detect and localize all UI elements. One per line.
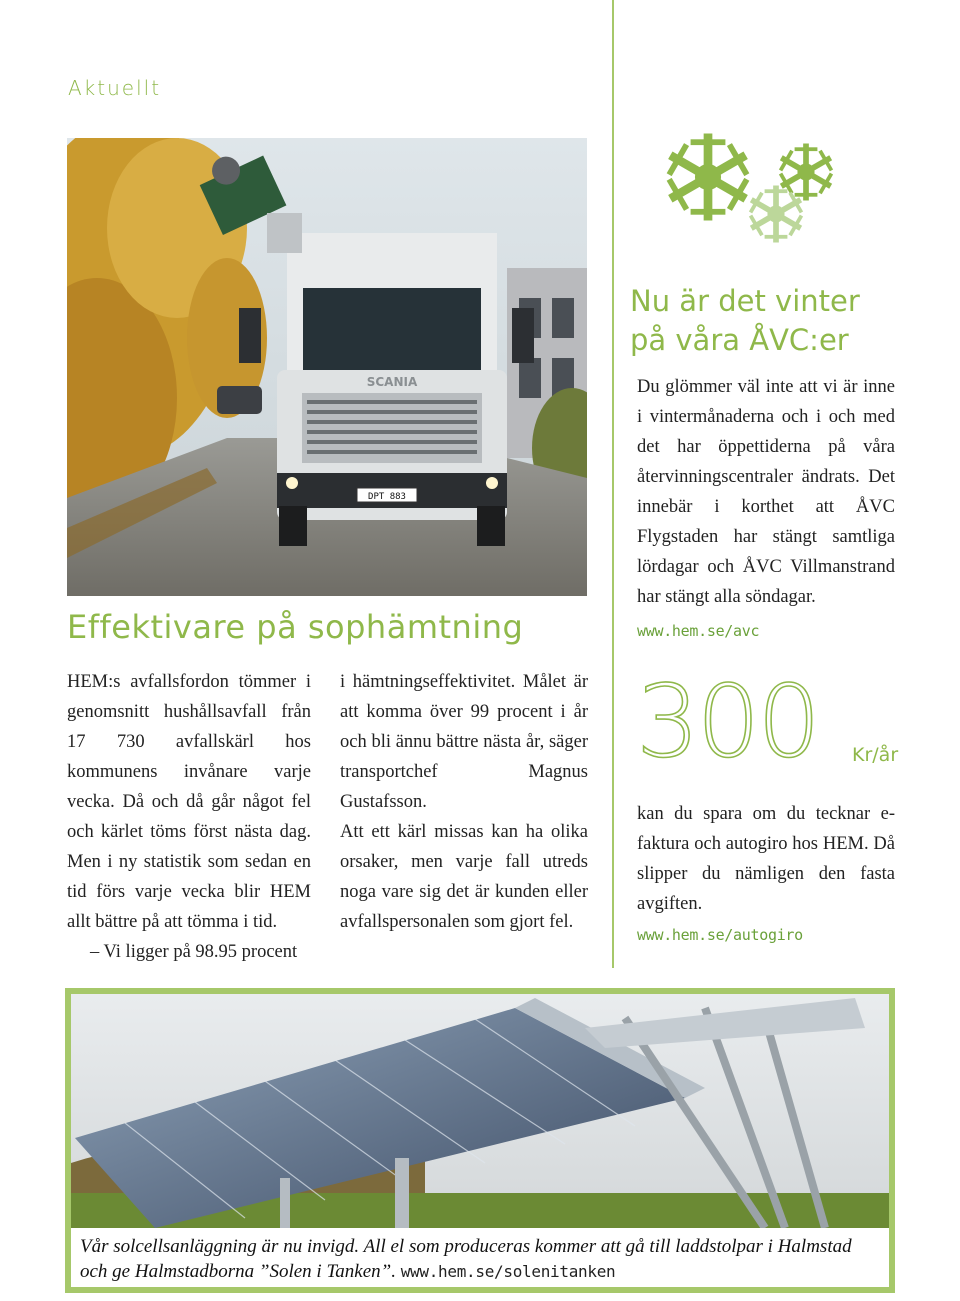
truck-brand: SCANIA bbox=[366, 375, 418, 389]
article-headline: Effektivare på sophämtning bbox=[67, 608, 524, 646]
snowflake-icon bbox=[648, 122, 848, 252]
avc-link[interactable]: www.hem.se/avc bbox=[637, 622, 760, 640]
article-paragraph: i hämtningseffektivitet. Målet är att komma över 99 procent i år och bli ännu bättre nästa år, säger transportchef Magnus Gustafsson. bbox=[340, 672, 588, 812]
article-paragraph: Att ett kärl missas kan ha olika orsaker, men varje fall utreds noga vare sig det är kunden eller avfallspersonalen som gjort fel. bbox=[340, 822, 588, 932]
section-label: Aktuellt bbox=[68, 76, 162, 100]
efaktura-body: kan du spara om du tecknar e-faktura och autogiro hos HEM. Då slipper du nämligen den fasta avgiften. bbox=[637, 804, 895, 914]
article-quote-start: – Vi ligger på 98.95 procent bbox=[90, 942, 298, 962]
savings-unit: Kr/år bbox=[852, 744, 899, 766]
solar-caption-text: Vår solcellsanläggning är nu invigd. All el som produceras kommer att gå till laddstolpar i Halmstad och ge Halmstadborna ”Solen i Tanken”. bbox=[80, 1236, 852, 1282]
solar-panels-photo bbox=[65, 988, 895, 1293]
truck-plate: DPT 883 bbox=[368, 492, 406, 502]
solar-caption bbox=[80, 1234, 880, 1284]
article-paragraph: HEM:s avfallsfordon tömmer i genomsnitt hushållsavfall från 17 730 avfallskärl hos kommunens invånare varje vecka. Då och då går något fel och kärlet töms först nästa dag. Men i ny statistik som sedan en tid förs varje vecka blir HEM allt bättre på att tömma i tid. bbox=[67, 672, 311, 932]
garbage-truck-photo bbox=[67, 138, 587, 596]
winter-headline bbox=[630, 282, 860, 360]
savings-number: 300 bbox=[636, 663, 818, 780]
solar-link[interactable]: www.hem.se/solenitanken bbox=[400, 1262, 616, 1281]
column-divider bbox=[612, 0, 614, 968]
autogiro-link[interactable]: www.hem.se/autogiro bbox=[637, 926, 803, 944]
winter-body: Du glömmer väl inte att vi är inne i vintermånaderna och i och med det har öppettiderna på våra återvinningscentraler ändrats. Det innebär i korthet att ÅVC Flygstaden har stängt samtliga lördagar och ÅVC Villmanstrand har stängt alla söndagar. bbox=[637, 377, 895, 607]
article-column-1 bbox=[67, 667, 311, 967]
winter-headline-line-2: på våra ÅVC:er bbox=[630, 323, 849, 357]
winter-headline-line-1: Nu är det vinter bbox=[630, 284, 860, 318]
article-column-2 bbox=[340, 667, 588, 937]
